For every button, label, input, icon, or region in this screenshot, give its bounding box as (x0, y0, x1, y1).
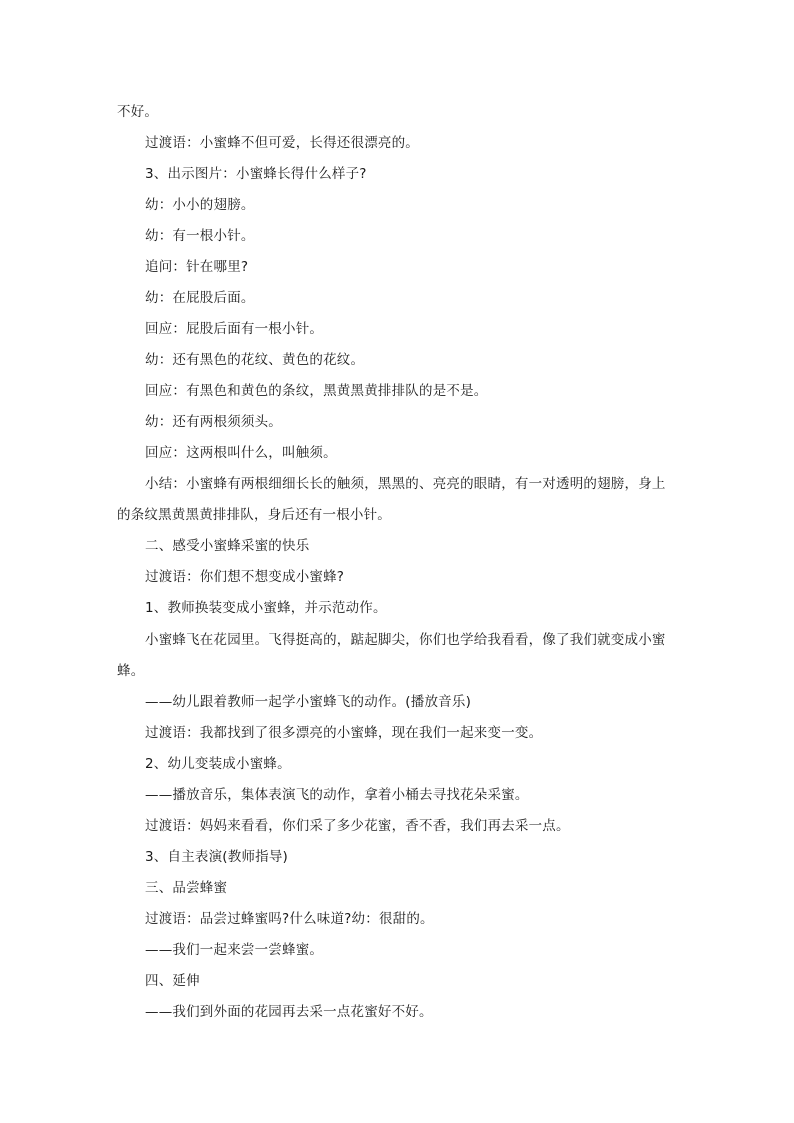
text-line-3: 3、出示图片：小蜜蜂长得什么样子? (145, 166, 367, 182)
text-line-2: 过渡语：小蜜蜂不但可爱，长得还很漂亮的。 (145, 135, 419, 151)
text-line-19: 蜂。 (117, 663, 145, 679)
text-line-14: 的条纹黑黄黑黄排排队，身后还有一根小针。 (117, 507, 391, 523)
text-line-21: 过渡语：我都找到了很多漂亮的小蜜蜂，现在我们一起来变一变。 (145, 725, 543, 741)
text-line-4: 幼：小小的翅膀。 (145, 197, 255, 213)
text-line-22: 2、幼儿变装成小蜜蜂。 (145, 756, 291, 772)
text-line-5: 幼：有一根小针。 (145, 228, 255, 244)
section-heading-2: 二、感受小蜜蜂采蜜的快乐 (145, 538, 310, 554)
text-line-17: 1、教师换装变成小蜜蜂，并示范动作。 (145, 600, 387, 616)
text-line-27: 过渡语：品尝过蜂蜜吗?什么味道?幼：很甜的。 (145, 911, 434, 927)
section-heading-3: 三、品尝蜂蜜 (145, 880, 228, 896)
text-line-25: 3、自主表演(教师指导) (145, 849, 289, 865)
text-line-24: 过渡语：妈妈来看看，你们采了多少花蜜，香不香，我们再去采一点。 (145, 818, 570, 834)
text-line-13: 小结：小蜜蜂有两根细细长长的触须，黑黑的、亮亮的眼睛，有一对透明的翅膀，身上 (145, 476, 666, 492)
text-line-1: 不好。 (117, 104, 159, 120)
text-line-16: 过渡语：你们想不想变成小蜜蜂? (145, 569, 345, 585)
text-line-10: 回应：有黑色和黄色的条纹，黑黄黑黄排排队的是不是。 (145, 383, 488, 399)
text-line-11: 幼：还有两根须须头。 (145, 414, 282, 430)
text-line-20: ——幼儿跟着教师一起学小蜜蜂飞的动作。(播放音乐) (145, 694, 472, 710)
text-line-30: ——我们到外面的花园再去采一点花蜜好不好。 (145, 1004, 433, 1020)
text-line-8: 回应：屁股后面有一根小针。 (145, 321, 324, 337)
text-line-6: 追问：针在哪里? (145, 259, 249, 275)
text-line-23: ——播放音乐，集体表演飞的动作，拿着小桶去寻找花朵采蜜。 (145, 787, 529, 803)
section-heading-4: 四、延伸 (145, 973, 200, 989)
text-line-28: ——我们一起来尝一尝蜂蜜。 (145, 942, 324, 958)
text-line-9: 幼：还有黑色的花纹、黄色的花纹。 (145, 352, 365, 368)
text-line-18: 小蜜蜂飞在花园里。飞得挺高的，踮起脚尖，你们也学给我看看，像了我们就变成小蜜 (145, 632, 666, 648)
text-line-7: 幼：在屁股后面。 (145, 290, 255, 306)
text-line-12: 回应：这两根叫什么，叫触须。 (145, 445, 337, 461)
